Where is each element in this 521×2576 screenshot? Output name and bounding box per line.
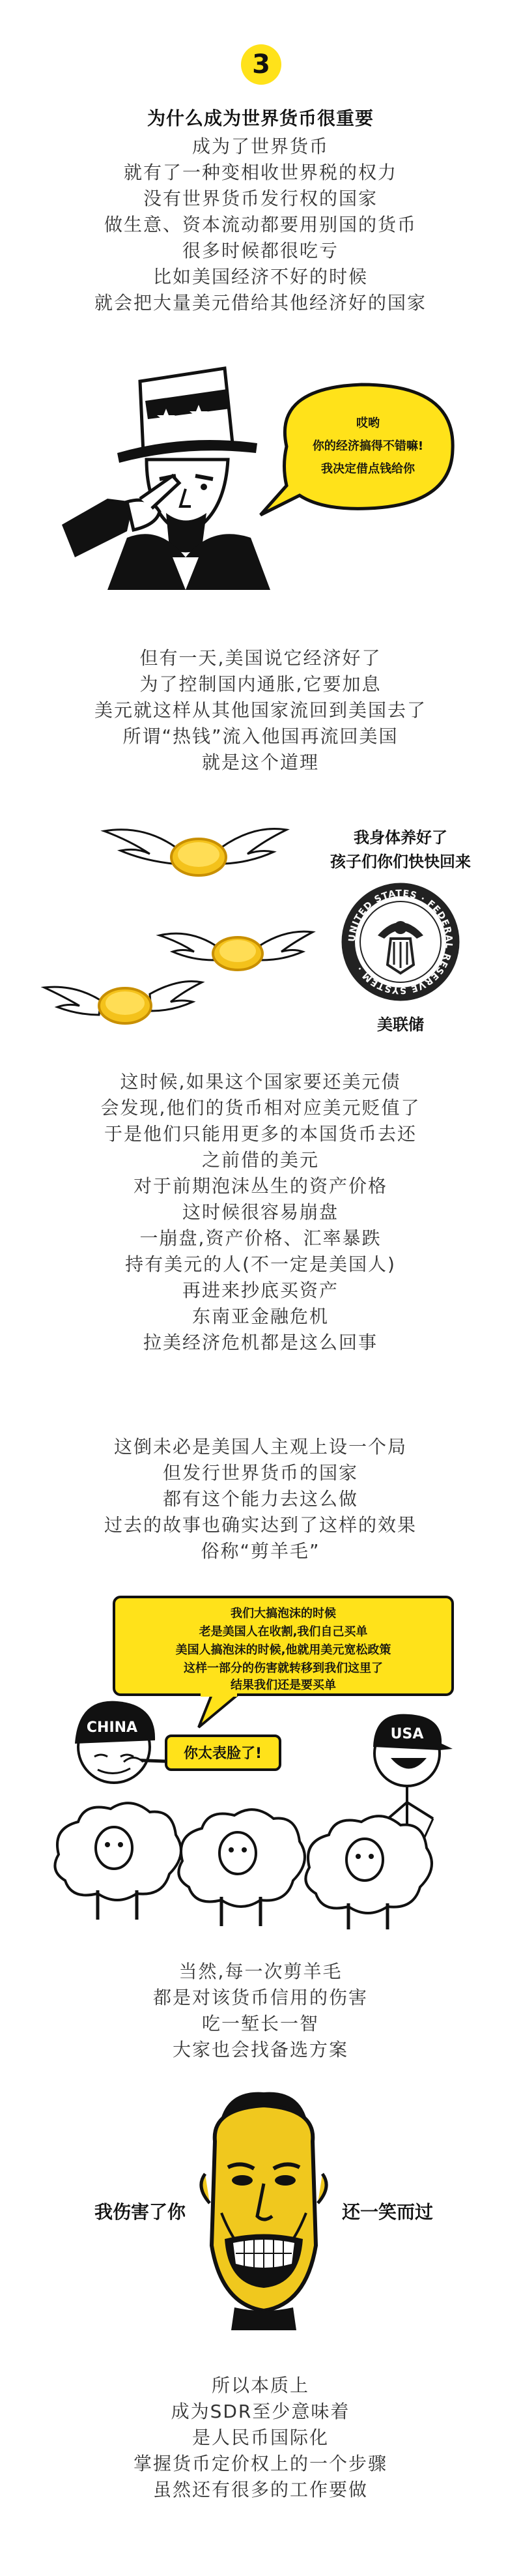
text-line: 于是他们只能用更多的本国货币去还 xyxy=(104,1123,417,1145)
text-line: 大家也会找备选方案 xyxy=(172,2039,348,2060)
svg-text:UNITED STATES · FEDERAL RESERV: UNITED STATES · FEDERAL RESERVE SYSTEM · xyxy=(346,888,455,996)
grinning-face-comic xyxy=(39,2089,482,2330)
text-line: 当然,每一次剪羊毛 xyxy=(178,1961,343,1982)
text-line: 吃一堑长一智 xyxy=(201,2013,319,2034)
sheep-icon xyxy=(305,1816,432,1929)
paragraph-1 xyxy=(0,134,521,316)
text-line: 做生意、资本流动都要用别国的货币 xyxy=(104,214,417,235)
china-label: CHINA xyxy=(86,1720,138,1736)
text-line: 很多时候都很吃亏 xyxy=(182,240,339,261)
bubble-line: 美国人搞泡沫的时候,他就用美元宽松政策 xyxy=(175,1643,391,1657)
face-left-text: 我伤害了你 xyxy=(94,2201,186,2223)
sheep-icon xyxy=(178,1809,305,1926)
speech-bubble xyxy=(260,385,453,515)
text-line: 持有美元的人(不一定是美国人) xyxy=(125,1253,396,1275)
text-line: 一崩盘,资产价格、汇率暴跌 xyxy=(139,1227,382,1249)
flying-coin-icon xyxy=(160,931,313,970)
grinning-face-icon xyxy=(201,2092,326,2330)
text-line: 会发现,他们的货币相对应美元贬值了 xyxy=(100,1097,421,1119)
bubble-line: 老是美国人在收割,我们自己买单 xyxy=(199,1625,368,1639)
section-number-badge: 3 xyxy=(241,44,281,85)
bubble-line: 结果我们还是要买单 xyxy=(231,1678,336,1692)
text-line: 这倒未必是美国人主观上设一个局 xyxy=(113,1436,407,1457)
text-line: 虽然还有很多的工作要做 xyxy=(152,2479,368,2500)
text-line: 之前借的美元 xyxy=(201,1149,319,1171)
paragraph-3 xyxy=(0,1069,521,1356)
text-line: 都是对该货币信用的伤害 xyxy=(152,1987,368,2008)
federal-reserve-seal-icon xyxy=(343,885,458,999)
sheep-icon xyxy=(55,1803,181,1920)
bubble-line: 你的经济搞得不错嘛! xyxy=(312,439,424,453)
text-line: 就会把大量美元借给其他经济好的国家 xyxy=(94,292,427,314)
text-line: 就有了一种变相收世界税的权力 xyxy=(123,162,397,183)
text-line: 这时候很容易崩盘 xyxy=(182,1201,339,1223)
text-line: 对于前期泡沫丛生的资产价格 xyxy=(133,1175,387,1197)
text-line: 为了控制国内通胀,它要加息 xyxy=(139,673,382,695)
text-line: 比如美国经济不好的时候 xyxy=(152,266,368,287)
bubble-line: 这样一部分的伤害就转移到我们这里了 xyxy=(184,1661,383,1675)
fed-coins-illustration xyxy=(39,812,495,1040)
paragraph-4 xyxy=(0,1434,521,1564)
paragraph-6 xyxy=(0,2373,521,2503)
speech-bubble xyxy=(114,1597,453,1727)
text-line: 但有一天,美国说它经济好了 xyxy=(139,647,382,669)
text-line: 没有世界货币发行权的国家 xyxy=(143,188,378,209)
top-hat-icon xyxy=(117,368,257,463)
text-line: 拉美经济危机都是这么回事 xyxy=(143,1332,378,1353)
text-line: 这时候,如果这个国家要还美元债 xyxy=(120,1071,401,1092)
sheep-shearing-comic xyxy=(52,1594,475,1933)
uncle-sam-illustration xyxy=(62,362,466,590)
text-line: 成为SDR至少意味着 xyxy=(171,2401,350,2422)
text-line: 都有这个能力去这么做 xyxy=(162,1488,358,1510)
fed-label: 美联储 xyxy=(377,1016,424,1034)
text-line: 东南亚金融危机 xyxy=(191,1306,329,1327)
fed-caption-line: 孩子们你们快快回来 xyxy=(330,853,471,871)
text-line: 过去的故事也确实达到了这样的效果 xyxy=(104,1514,417,1536)
face-right-text: 还一笑而过 xyxy=(341,2201,434,2223)
retort-text: 你太表脸了! xyxy=(183,1746,262,1762)
usa-label: USA xyxy=(390,1726,424,1742)
bubble-line: 我们大搞泡沫的时候 xyxy=(231,1607,336,1620)
section-heading: 为什么成为世界货币很重要 xyxy=(147,108,374,129)
text-line: 所以本质上 xyxy=(211,2375,309,2396)
flying-coin-icon xyxy=(104,829,287,875)
text-line: 掌握货币定价权上的一个步骤 xyxy=(133,2453,387,2474)
text-line: 俗称“剪羊毛” xyxy=(201,1540,320,1562)
text-line: 所谓“热钱”流入他国再流回美国 xyxy=(122,725,399,747)
speech-bubble xyxy=(166,1736,280,1770)
paragraph-2 xyxy=(0,645,521,776)
bubble-line: 我决定借点钱给你 xyxy=(321,462,415,476)
fed-caption-line: 我身体养好了 xyxy=(354,828,447,847)
text-line: 成为了世界货币 xyxy=(191,136,329,157)
text-line: 但发行世界货币的国家 xyxy=(162,1462,358,1484)
flying-coin-icon xyxy=(44,981,202,1023)
text-line: 是人民币国际化 xyxy=(191,2427,329,2448)
bubble-line: 哎哟 xyxy=(356,417,380,430)
paragraph-5 xyxy=(0,1959,521,2063)
text-line: 再进来抄底买资产 xyxy=(182,1280,339,1301)
text-line: 美元就这样从其他国家流回到美国去了 xyxy=(94,699,427,721)
text-line: 就是这个道理 xyxy=(201,752,319,773)
